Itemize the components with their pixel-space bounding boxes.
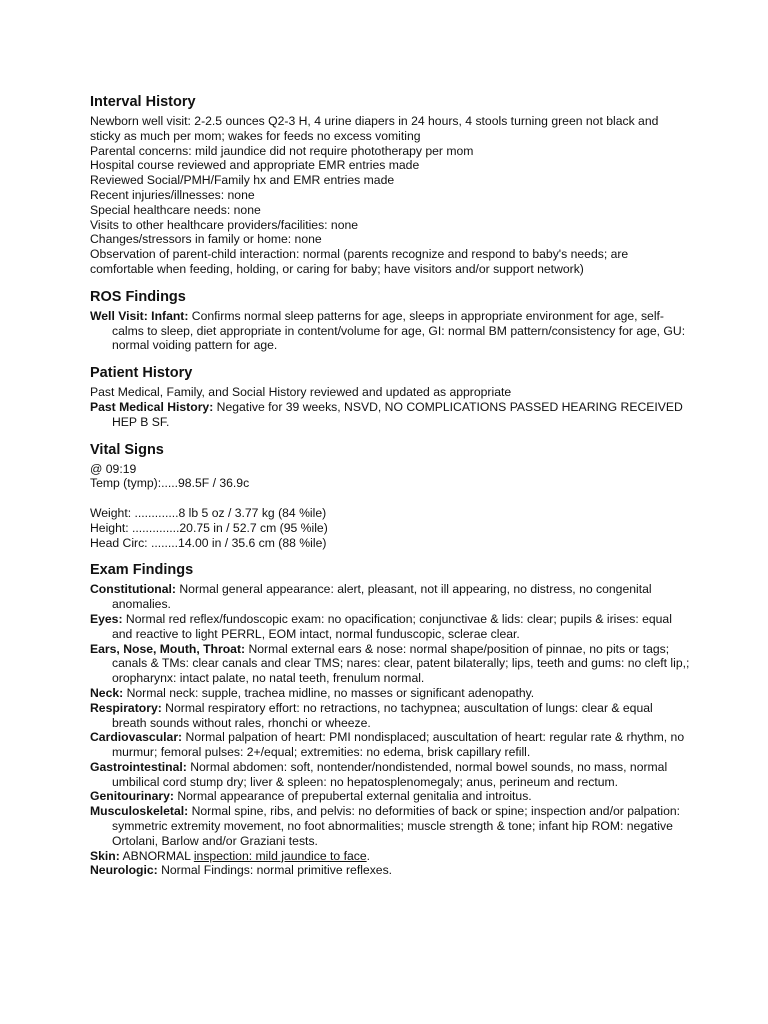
- ros-well-visit: [90, 309, 690, 353]
- interval-history-line: Special healthcare needs: none: [90, 202, 261, 217]
- exam-text: Normal neck: supple, trachea midline, no masses or significant adenopathy.: [123, 685, 535, 700]
- pmh-text: Negative for 39 weeks, NSVD, NO COMPLICATIONS PASSED HEARING RECEIVED HEP B SF.: [112, 399, 683, 429]
- ros-text: Confirms normal sleep patterns for age, sleeps in appropriate environment for age, self-calms to sleep, diet appropriate in content/volume for age, GI: normal BM pattern/consistency for age, GU: normal voiding pattern for age.: [112, 308, 686, 353]
- interval-history-line: Visits to other healthcare providers/facilities: none: [90, 217, 359, 232]
- skin-suffix: .: [366, 848, 370, 863]
- exam-text: Normal red reflex/fundoscopic exam: no opacification; conjunctivae & lids: clear; pupils & irises: equal and reactive to light PERRL, EOM intact, normal funduscopic, sclerae clear.: [112, 611, 672, 641]
- exam-text: Normal abdomen: soft, nontender/nondistended, normal bowel sounds, no mass, normal umbilical cord stump dry; liver & spleen: no hepatosplenomegaly; anus, perineum and rectum.: [112, 759, 668, 789]
- exam-text: Normal palpation of heart: PMI nondisplaced; auscultation of heart: regular rate & rhythm, no murmur; femoral pulses: 2+/equal; extremities: no edema, brisk capillary refill.: [112, 730, 685, 760]
- vital-signs-heading: Vital Signs: [90, 441, 164, 458]
- interval-history-line: Newborn well visit: 2-2.5 ounces Q2-3 H, 4 urine diapers in 24 hours, 4 stools turning green not black and sticky as much per mom; wakes for feeds no excess vomiting: [90, 114, 659, 143]
- exam-respiratory: [90, 701, 690, 731]
- interval-history-line: Observation of parent-child interaction: normal (parents recognize and respond to baby's needs; are comfortable when feeding, holding, or caring for baby; have visitors and/or support network): [90, 247, 629, 276]
- exam-text: Normal spine, ribs, and pelvis: no deformities of back or spine; inspection and/or palpation: symmetric extremity movement, no foot abnormalities; muscle strength & tone; infant hip ROM: negative Ortolani, Barlow and/or Graziani tests.: [112, 804, 681, 848]
- exam-findings-heading: Exam Findings: [90, 562, 194, 579]
- clinical-note: [90, 93, 690, 889]
- exam-text: Normal appearance of prepubertal external genitalia and introitus.: [173, 789, 532, 804]
- exam-label: Eyes:: [90, 611, 123, 626]
- ros-label: Well Visit: Infant:: [90, 308, 189, 323]
- interval-history-line: Hospital course reviewed and appropriate EMR entries made: [90, 158, 420, 173]
- exam-musculoskeletal: [90, 804, 690, 848]
- vitals-temp: Temp (tymp):.....98.5F / 36.9c: [90, 476, 250, 491]
- exam-eyes: [90, 612, 690, 642]
- exam-label: Neck:: [90, 685, 124, 700]
- exam-label: Ears, Nose, Mouth, Throat:: [90, 641, 246, 656]
- exam-text: Normal general appearance: alert, pleasant, not ill appearing, no distress, no congenital anomalies.: [112, 582, 652, 612]
- interval-history-heading: Interval History: [90, 94, 196, 110]
- spacer: [90, 491, 690, 506]
- exam-ent: [90, 642, 690, 686]
- neuro-label: Neurologic:: [90, 863, 158, 878]
- exam-label: Constitutional:: [90, 582, 176, 597]
- exam-skin: [90, 849, 690, 864]
- vitals-head-circ: Head Circ: ........14.00 in / 35.6 cm (88 %ile): [90, 535, 327, 550]
- patient-history-section: [90, 364, 690, 429]
- vital-signs-section: [90, 441, 690, 551]
- ros-section: [90, 288, 690, 353]
- patient-history-heading: Patient History: [90, 365, 193, 382]
- vitals-time: @ 09:19: [90, 461, 137, 476]
- ros-heading: ROS Findings: [90, 288, 186, 305]
- skin-prefix: ABNORMAL: [119, 848, 194, 863]
- exam-constitutional: [90, 582, 690, 612]
- exam-label: Cardiovascular:: [90, 730, 183, 745]
- exam-label: Gastrointestinal:: [90, 759, 187, 774]
- exam-text: Normal external ears & nose: normal shape/position of pinnae, no pits or tags; canals & TMs: clear canals and clear TMS; nares: clear, patent bilaterally; lips, teeth and gums: no cleft lip,; oropharynx: intact palate, no natal teeth, frenulum normal.: [112, 641, 690, 686]
- exam-label: Musculoskeletal:: [90, 804, 189, 819]
- exam-findings-section: [90, 561, 690, 878]
- exam-cardiovascular: [90, 730, 690, 760]
- exam-genitourinary: [90, 789, 690, 804]
- exam-neurologic: [90, 863, 690, 878]
- exam-gastrointestinal: [90, 760, 690, 790]
- patient-history-reviewed: Past Medical, Family, and Social History reviewed and updated as appropriate: [90, 385, 512, 400]
- vitals-height: Height: ..............20.75 in / 52.7 cm (95 %ile): [90, 520, 328, 535]
- interval-history-line: Recent injuries/illnesses: none: [90, 187, 255, 202]
- interval-history-section: [90, 93, 690, 277]
- neuro-text: Normal Findings: normal primitive reflexes.: [157, 863, 393, 878]
- interval-history-line: Reviewed Social/PMH/Family hx and EMR entries made: [90, 173, 395, 188]
- interval-history-line: Changes/stressors in family or home: none: [90, 232, 322, 247]
- past-medical-history: [90, 400, 690, 430]
- pmh-label: Past Medical History:: [90, 399, 214, 414]
- exam-label: Respiratory:: [90, 700, 162, 715]
- skin-label: Skin:: [90, 848, 120, 863]
- exam-label: Genitourinary:: [90, 789, 174, 804]
- vitals-weight: Weight: .............8 lb 5 oz / 3.77 kg (84 %ile): [90, 505, 327, 520]
- skin-finding: inspection: mild jaundice to face: [193, 848, 367, 863]
- exam-text: Normal respiratory effort: no retractions, no tachypnea; auscultation of lungs: clear & equal breath sounds without rales, rhonchi or wheeze.: [112, 700, 653, 730]
- interval-history-line: Parental concerns: mild jaundice did not require phototherapy per mom: [90, 143, 474, 158]
- exam-neck: [90, 686, 690, 701]
